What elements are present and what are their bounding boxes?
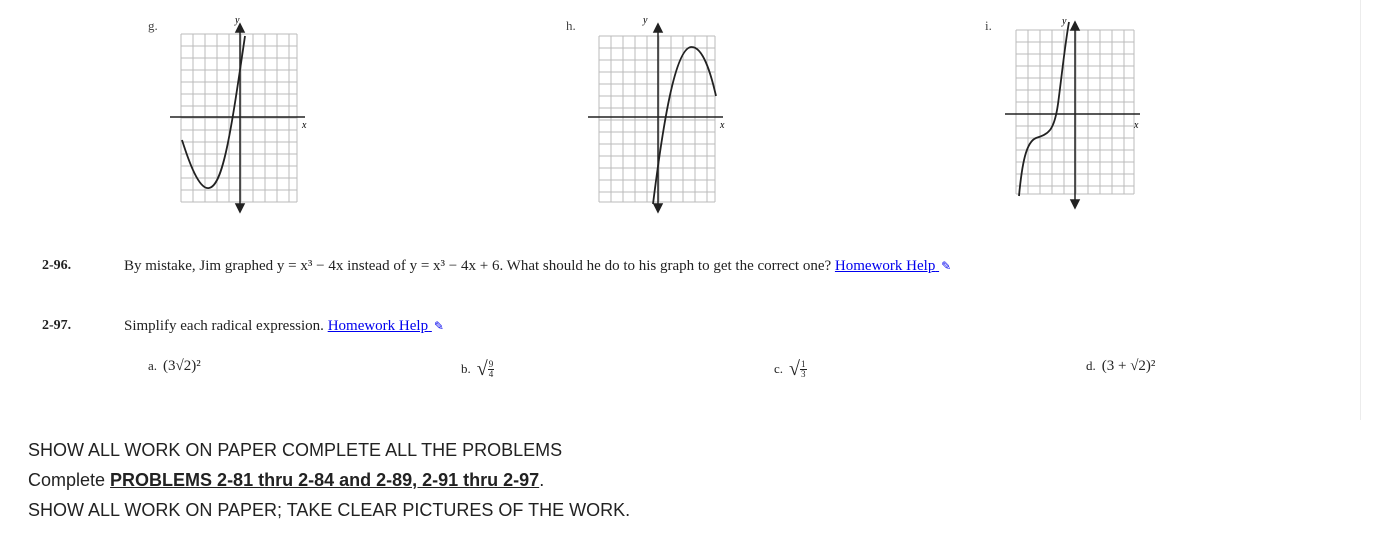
graph-h-y-label: y [643, 15, 648, 26]
problem-96-number: 2-96. [42, 258, 72, 273]
part-c-label: c. [774, 360, 784, 376]
part-b: b. √ $\frac{9}{4}$ [461, 358, 494, 380]
instruction-line-1: SHOW ALL WORK ON PAPER COMPLETE ALL THE PROBLEMS [28, 440, 563, 460]
pencil-icon: ✎ [433, 319, 444, 333]
part-b-fraction [488, 360, 495, 379]
graph-g-curve [182, 36, 245, 188]
graph-i-x-label: x [1134, 120, 1139, 131]
problem-96-text [124, 258, 951, 275]
homework-help-link-97-label: Homework Help [327, 318, 429, 334]
graph-g-label: g. [148, 18, 158, 33]
page-divider [1360, 0, 1361, 420]
graph-h-label: h. [566, 18, 576, 33]
graph-h [583, 14, 733, 214]
part-d-label: d. [1086, 358, 1096, 373]
problem-97-instruction: Simplify each radical expression. [124, 318, 328, 334]
problem-96-eq1: y = x³ − 4x [276, 258, 344, 274]
graph-g-y-label: y [235, 15, 240, 26]
pencil-icon: ✎ [941, 259, 952, 273]
instruction-line-3: SHOW ALL WORK ON PAPER; TAKE CLEAR PICTURES OF THE WORK. [28, 500, 631, 520]
graph-i [1000, 14, 1150, 214]
graph-i-curve [1019, 22, 1069, 196]
problem-97-number: 2-97. [42, 318, 72, 333]
part-b-denominator: 4 [488, 369, 494, 379]
part-d [1086, 358, 1155, 375]
instruction-line-2-suffix: . [539, 470, 545, 490]
problem-96-text-after: . What should he do to his graph to get the correct one? [499, 258, 835, 274]
graph-i-y-label: y [1062, 16, 1067, 27]
part-a-expr: (3√2)² [163, 358, 201, 374]
part-c-fraction [800, 360, 807, 379]
part-a-label: a. [148, 358, 158, 373]
part-b-numerator: 9 [488, 359, 494, 369]
problem-97-text [124, 318, 444, 335]
problem-96-text-mid: instead of [343, 258, 410, 274]
part-c-denominator: 3 [801, 369, 806, 379]
part-c: c. √ $\frac{1}{3}$ [774, 358, 806, 380]
graph-g-x-label: x [302, 120, 307, 131]
instruction-problems-link[interactable]: PROBLEMS 2-81 thru 2-84 and 2-89, 2-91 thru 2-97 [110, 470, 540, 490]
instruction-line-2 [28, 470, 544, 491]
problem-96-eq2: y = x³ − 4x + 6 [409, 258, 500, 274]
part-a [148, 358, 201, 375]
homework-help-link-96[interactable] [835, 258, 951, 274]
graph-g [165, 14, 315, 214]
problem-96-text-before: By mistake, Jim graphed [124, 258, 277, 274]
instruction-line-2-prefix: Complete [28, 470, 111, 490]
graph-i-label: i. [985, 18, 992, 33]
part-c-numerator: 1 [801, 359, 806, 369]
part-b-label: b. [461, 360, 471, 376]
homework-help-link-96-label: Homework Help [834, 258, 936, 274]
homework-help-link-97[interactable] [328, 318, 444, 334]
part-d-expr: (3 + √2)² [1101, 358, 1156, 374]
graph-h-x-label: x [720, 120, 725, 131]
